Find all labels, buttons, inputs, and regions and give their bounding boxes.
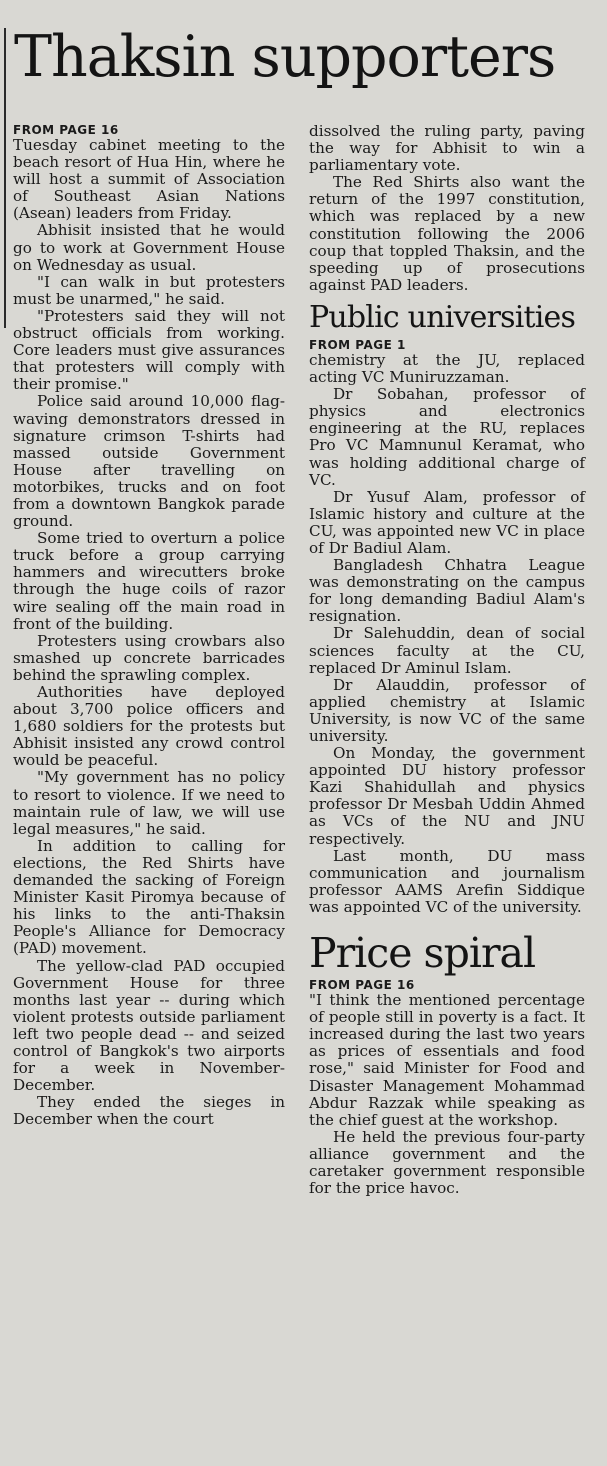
story-universities-paragraph: On Monday, the government appointed DU history professor Kazi Shahidullah and physics professor Dr Mesbah Uddin Ahmed as VCs of the NU and JNU respectively. bbox=[309, 744, 585, 848]
story-thaksin-paragraph: Protesters using crowbars also smashed up concrete barricades behind the sprawling complex. bbox=[13, 631, 285, 684]
story-universities-headline: Public universities bbox=[309, 299, 576, 335]
story-thaksin-paragraph: "Protesters said they will not obstruct officials from working. Core leaders must give assurances that protesters will comply with their promise." bbox=[13, 306, 285, 394]
right-column bbox=[309, 123, 585, 1197]
story-thaksin-paragraph: "I can walk in but protesters must be unarmed," he said. bbox=[13, 272, 285, 308]
story-thaksin-column-left bbox=[13, 121, 285, 1128]
story-price-paragraph: "I think the mentioned percentage of people still in poverty is a fact. It increased during the last two years as prices of essentials and food rose," said Minister for Food and Disaster Management Mohammad Abdur Razzak while speaking as the chief guest at the workshop. bbox=[309, 991, 585, 1129]
story-thaksin-paragraph: Police said around 10,000 flag-waving demonstrators dressed in signature crimson T-shirts had massed outside Government House after travelling on motorbikes, trucks and on foot from a downtown Bangkok parade ground. bbox=[13, 392, 285, 531]
story-thaksin-continued-paragraph: dissolved the ruling party, paving the way for Abhisit to win a parliamentary vote. bbox=[309, 122, 585, 175]
story-price-headline: Price spiral bbox=[309, 929, 536, 978]
story-universities-paragraph: Bangladesh Chhatra League was demonstrating on the campus for long demanding Badiul Alam's resignation. bbox=[309, 556, 585, 626]
story-universities-paragraph: Dr Alauddin, professor of applied chemistry at Islamic University, is now VC of the same university. bbox=[309, 675, 585, 745]
story-thaksin-paragraph: Some tried to overturn a police truck before a group carrying hammers and wirecutters broke through the huge coils of razor wire sealing off the main road in front of the building. bbox=[13, 529, 285, 633]
story-universities-paragraph: Last month, DU mass communication and journalism professor AAMS Arefin Siddique was appointed VC of the university. bbox=[309, 846, 585, 916]
story-thaksin-paragraph: They ended the sieges in December when the court bbox=[13, 1093, 285, 1129]
story-universities-paragraph: Dr Yusuf Alam, professor of Islamic history and culture at the CU, was appointed new VC in place of Dr Badiul Alam. bbox=[309, 487, 585, 557]
story-thaksin-paragraph: The yellow-clad PAD occupied Government House for three months last year -- during which violent protests outside parliament left two people dead -- and seized control of Bangkok's two airports for a week in November-December. bbox=[13, 956, 285, 1095]
story-thaksin-paragraph: Abhisit insisted that he would go to work at Government House on Wednesday as usual. bbox=[13, 221, 285, 274]
story-thaksin-paragraph: In addition to calling for elections, the Red Shirts have demanded the sacking of Foreign Minister Kasit Piromya because of his links to the anti-Thaksin People's Alliance for Democracy (PAD) movement. bbox=[13, 836, 285, 958]
column-edge-rule bbox=[4, 28, 6, 328]
story-universities-kicker: FROM PAGE 1 bbox=[309, 337, 406, 352]
story-price-kicker: FROM PAGE 16 bbox=[309, 978, 415, 993]
story-universities-paragraph: chemistry at the JU, replaced acting VC Muniruzzaman. bbox=[309, 350, 585, 387]
headline: Thaksin supporters bbox=[14, 24, 556, 90]
story-universities-paragraph: Dr Salehuddin, dean of social sciences faculty at the CU, replaced Dr Aminul Islam. bbox=[309, 624, 585, 677]
story-thaksin-paragraph: Authorities have deployed about 3,700 police officers and 1,680 soldiers for the protests but Abhisit insisted any crowd control would be peaceful. bbox=[13, 683, 285, 770]
story-thaksin-continued-paragraph: The Red Shirts also want the return of the 1997 constitution, which was replaced by a new constitution following the 2006 coup that toppled Thaksin, and the speeding up of prosecutions against PAD leaders. bbox=[309, 173, 585, 294]
story-thaksin-paragraph: Tuesday cabinet meeting to the beach resort of Hua Hin, where he will host a summit of Association of Southeast Asian Nations (Asean) leaders from Friday. bbox=[13, 136, 285, 223]
story-thaksin-paragraph: "My government has no policy to resort to violence. If we need to maintain rule of law, we will use legal measures," he said. bbox=[13, 768, 285, 838]
story-universities-paragraph: Dr Sobahan, professor of physics and electronics engineering at the RU, replaces Pro VC Mamnunul Keramat, who was holding additional charge of VC. bbox=[309, 385, 585, 489]
story-price-paragraph: He held the previous four-party alliance government and the caretaker government responsible for the price havoc. bbox=[309, 1127, 585, 1198]
story-thaksin-kicker: FROM PAGE 16 bbox=[13, 123, 119, 137]
